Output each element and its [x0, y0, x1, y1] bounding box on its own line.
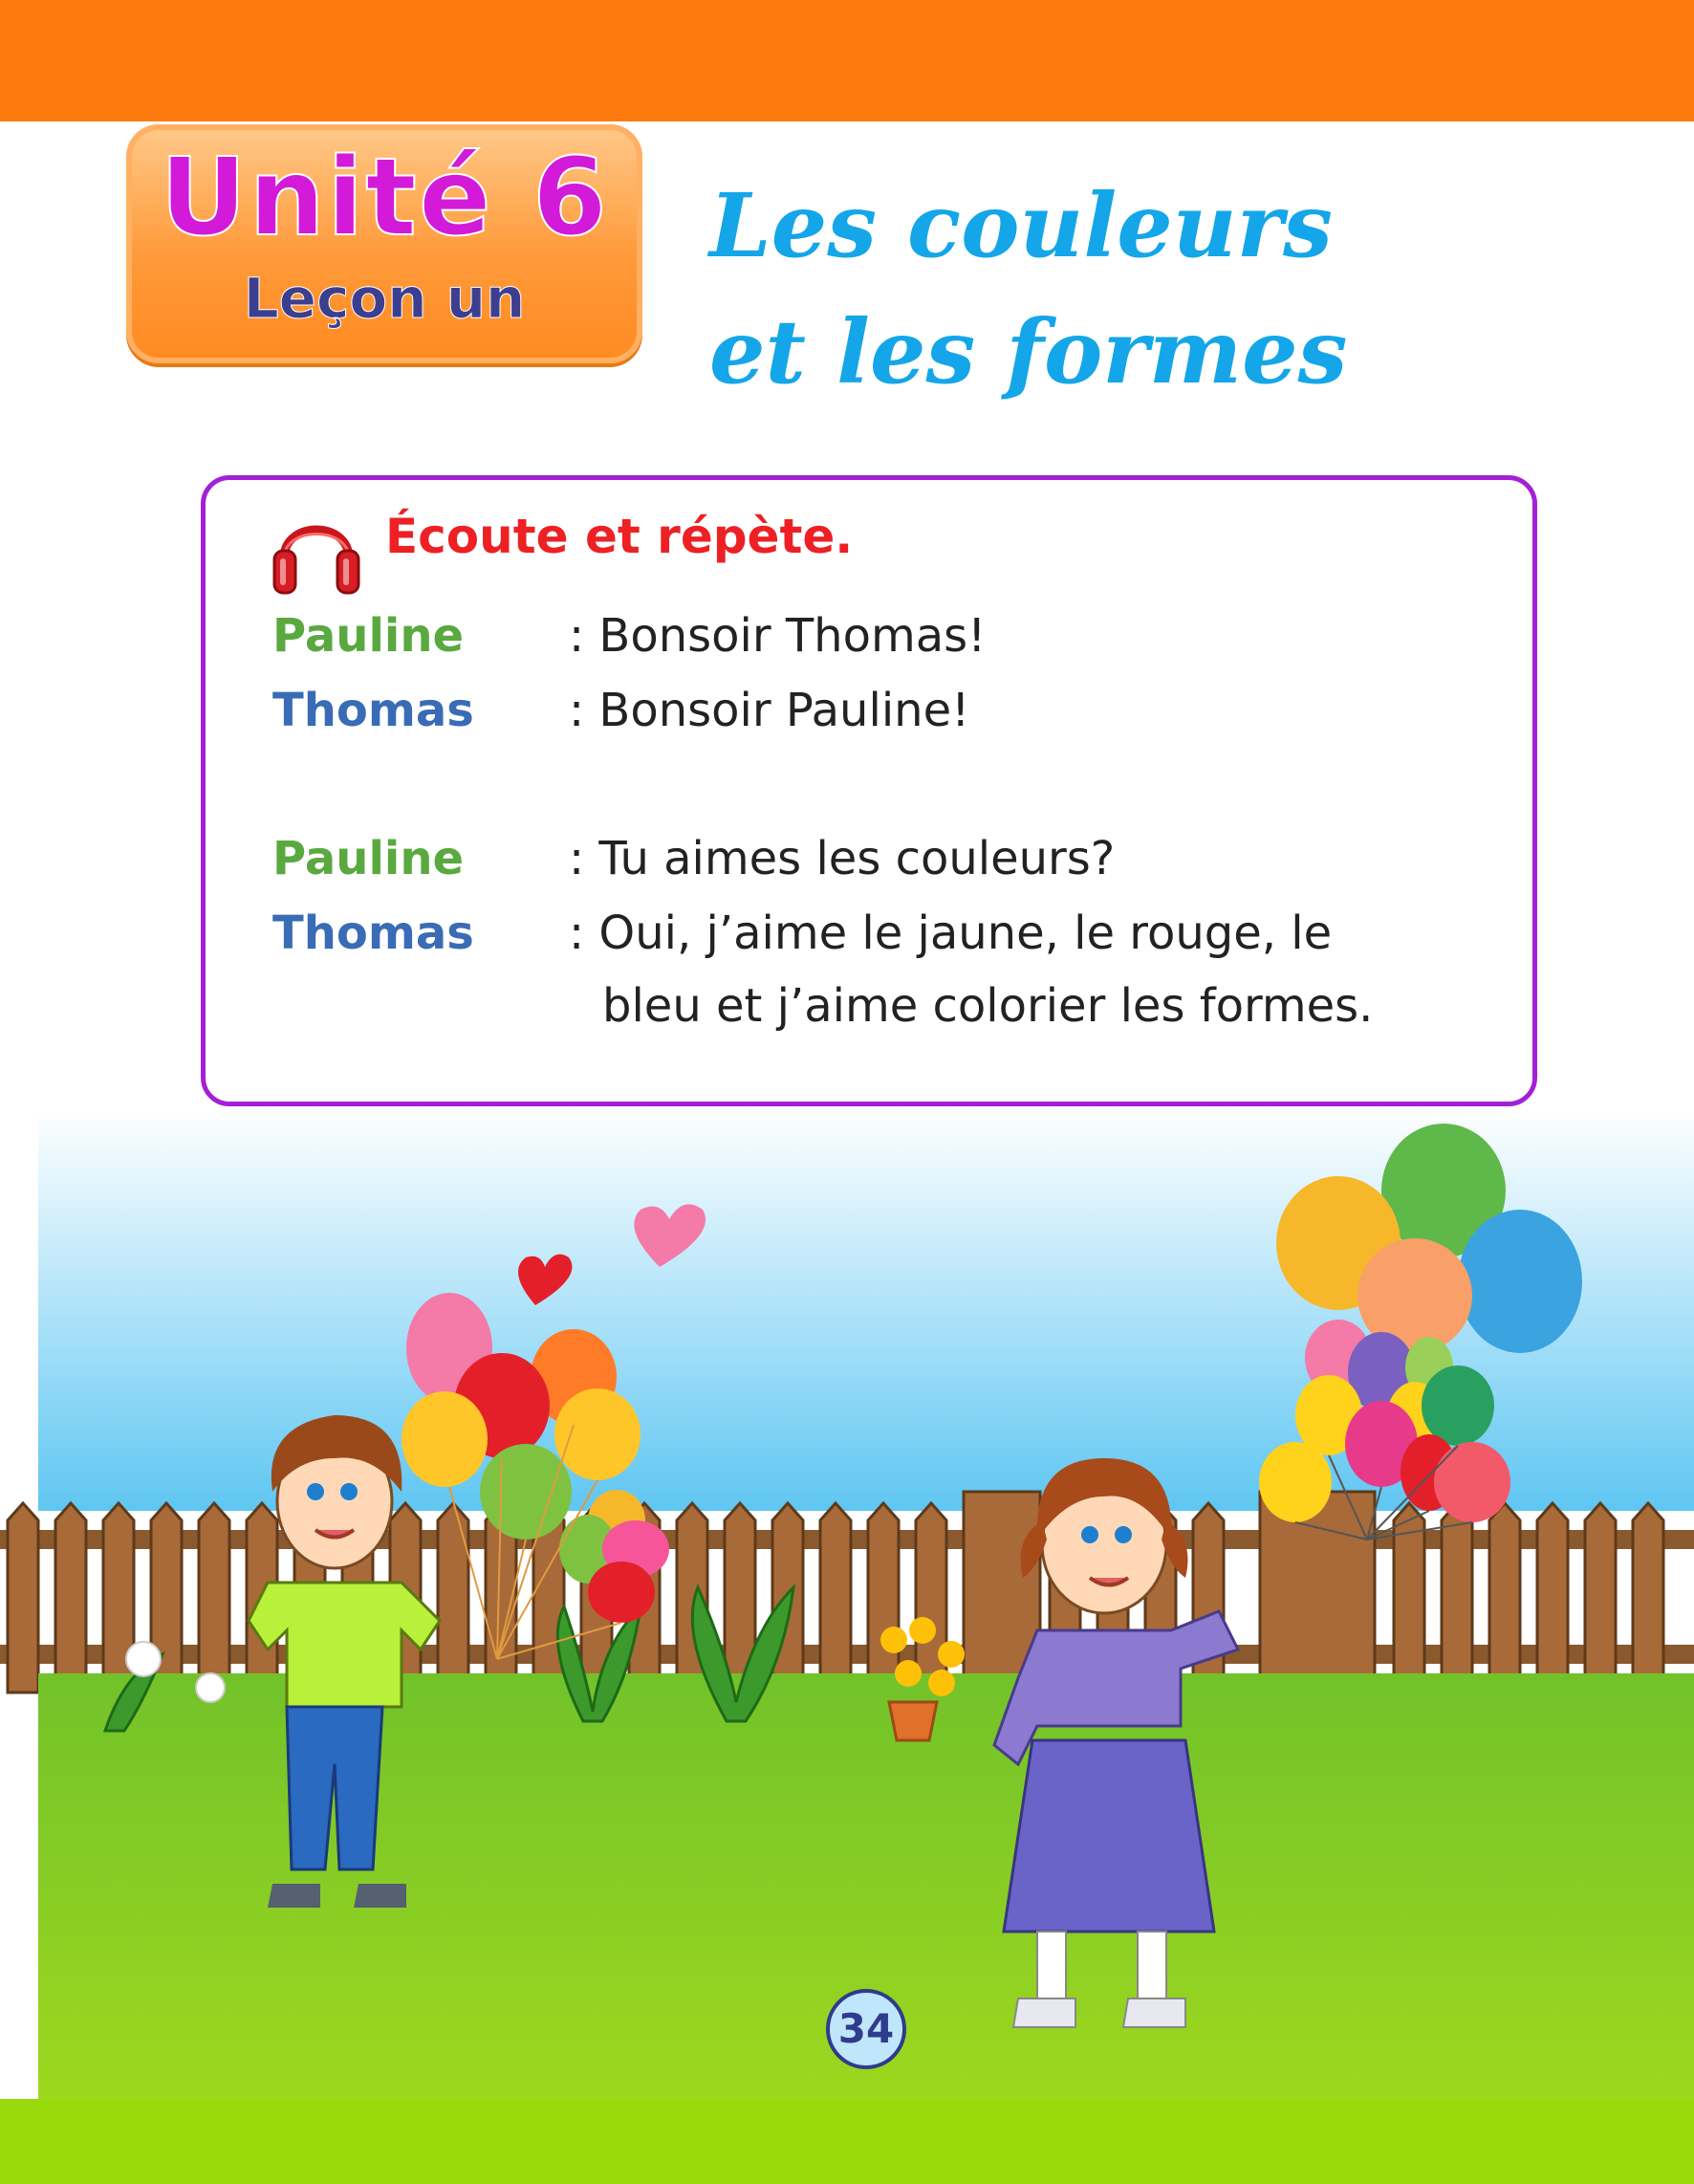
speaker-name: Pauline — [272, 609, 465, 663]
bottom-band — [0, 2099, 1694, 2184]
lesson-label: Leçon un — [243, 266, 526, 331]
instruction-text: Écoute et répète. — [385, 509, 854, 564]
page-number: 34 — [826, 1989, 906, 2069]
dialog-text: : Bonsoir Pauline! — [569, 684, 970, 737]
page-title-line-2: et les formes — [709, 300, 1348, 404]
page-title — [709, 163, 1570, 415]
headphones-icon[interactable] — [271, 501, 362, 597]
page-title-line-1: Les couleurs — [709, 174, 1333, 277]
speaker-name: Thomas — [272, 684, 474, 737]
dialog-text: : Oui, j’aime le jaune, le rouge, le — [569, 906, 1333, 960]
speaker-name: Pauline — [272, 832, 465, 885]
dialog-box — [201, 475, 1537, 1106]
dialog-text: bleu et j’aime colorier les formes. — [602, 979, 1374, 1033]
unit-title: Unité 6 — [160, 136, 609, 260]
unit-badge — [126, 124, 642, 363]
dialog-text: : Tu aimes les couleurs? — [569, 832, 1116, 885]
dialog-text: : Bonsoir Thomas! — [569, 609, 987, 663]
wooden-fence — [0, 1492, 1694, 1693]
speaker-name: Thomas — [272, 906, 474, 960]
top-color-bar — [0, 0, 1694, 121]
